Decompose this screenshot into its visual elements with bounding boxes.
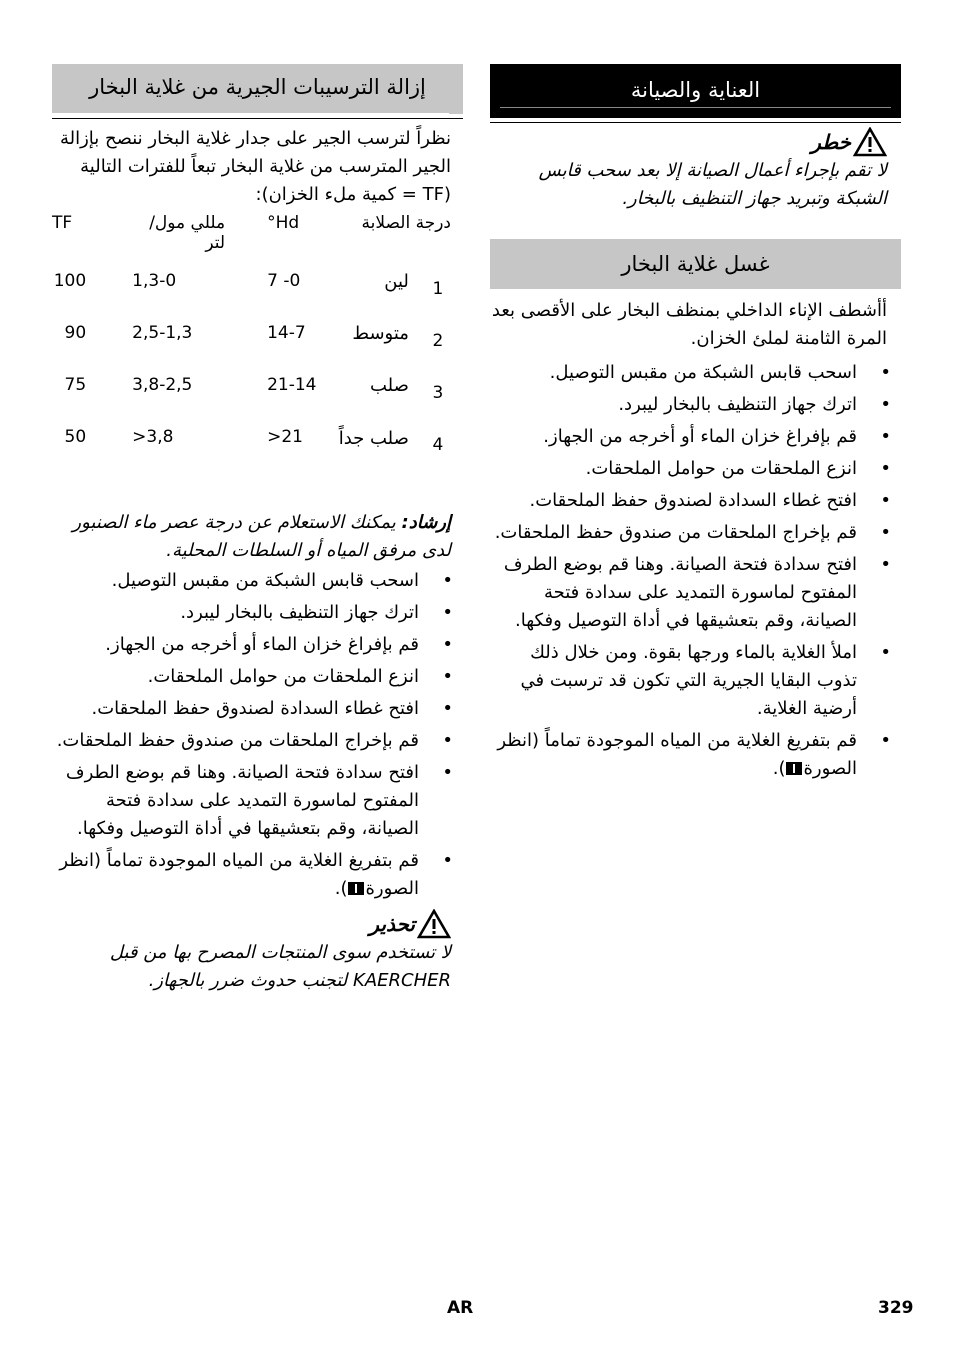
list-item: • قم بإخراج الملحقات من صندوق حفظ الملحقات. bbox=[52, 727, 463, 755]
list-item: • انزع الملحقات من حوامل الملحقات. bbox=[490, 455, 901, 483]
table-row bbox=[52, 427, 451, 503]
row-number: 2 bbox=[432, 331, 444, 351]
step-text-end: ). bbox=[772, 758, 786, 779]
header-rule bbox=[500, 107, 891, 108]
list-item: • قم بإفراغ خزان الماء أو أخرجه من الجهاز. bbox=[490, 423, 901, 451]
rinse-intro: أأشطف الإناء الداخلي بمنظف البخار على الأقصى بعد المرة الثامنة لملئ الخزان. bbox=[491, 300, 887, 349]
list-item: • انزع الملحقات من حوامل الملحقات. bbox=[52, 663, 463, 691]
danger-label: خطر bbox=[811, 130, 851, 154]
hardness-hd: 0- 7 bbox=[267, 271, 301, 291]
list-item bbox=[490, 727, 901, 783]
rinse-block bbox=[490, 289, 901, 783]
hardness-tf: 75 bbox=[64, 375, 87, 395]
table-row bbox=[52, 271, 451, 323]
list-item: • افتح غطاء السدادة لصندوق حفظ الملحقات. bbox=[490, 487, 901, 515]
hardness-tf: 50 bbox=[64, 427, 87, 447]
list-item: • اسحب قابس الشبكة من مقبس التوصيل. bbox=[490, 359, 901, 387]
tip-text: يمكنك الاستعلام عن درجة عصر ماء الصنبور لدى مرفق المياه أو السلطات المحلية. bbox=[72, 512, 451, 561]
tip-paragraph bbox=[52, 509, 451, 565]
hardness-hd: 21< bbox=[267, 427, 303, 447]
section-header-rinse: غسل غلاية البخار bbox=[490, 239, 901, 289]
hardness-mmol: 3,8< bbox=[132, 427, 174, 447]
danger-block bbox=[490, 123, 901, 213]
list-item: • افتح سدادة فتحة الصيانة. وهنا قم بوضع الطرف المفتوح لماسورة التمديد على سدادة فتحة الصيانة، وقم بتعشيقها في أداة التوصيل وفكها. bbox=[52, 759, 463, 843]
hardness-mmol: 1,3-0 bbox=[132, 271, 177, 291]
rinse-steps bbox=[490, 359, 901, 783]
list-item: • اترك جهاز التنظيف بالبخار ليبرد. bbox=[52, 599, 463, 627]
caution-heading bbox=[52, 909, 451, 939]
col-header-mmol: مللي مول/ لتر bbox=[149, 213, 226, 253]
left-column bbox=[52, 64, 463, 995]
descale-block bbox=[52, 119, 463, 995]
list-item: • افتح سدادة فتحة الصيانة. وهنا قم بوضع الطرف المفتوح لماسورة التمديد على سدادة فتحة الصيانة، وقم بتعشيقها في أداة التوصيل وفكها. bbox=[490, 551, 901, 635]
row-number: 3 bbox=[432, 383, 444, 403]
page-number: 329 bbox=[878, 1298, 914, 1318]
list-item: • قم بإفراغ خزان الماء أو أخرجه من الجهاز. bbox=[52, 631, 463, 659]
footer-language: AR bbox=[447, 1298, 474, 1318]
tip-label: إرشاد: bbox=[401, 512, 451, 533]
list-item bbox=[52, 847, 463, 903]
step-text: قم بتفريغ الغلاية من المياه الموجودة تماماً (انظر الصورة bbox=[59, 850, 419, 899]
caution-text: لا تستخدم سوى المنتجات المصرح بها من قبل KAERCHER لتجنب حدوث ضرر بالجهاز. bbox=[109, 942, 451, 991]
danger-heading bbox=[490, 127, 887, 157]
table-header-row bbox=[52, 213, 451, 271]
caution-label: تحذير bbox=[369, 912, 415, 936]
danger-text: لا تقم بإجراء أعمال الصيانة إلا بعد سحب قابس الشبكة وتبريد جهاز التنظيف بالبخار. bbox=[538, 160, 887, 209]
list-item: • اسحب قابس الشبكة من مقبس التوصيل. bbox=[52, 567, 463, 595]
col-header-hd: °Hd bbox=[267, 213, 300, 233]
descale-steps bbox=[52, 567, 463, 903]
hardness-mmol: 3,8-2,5 bbox=[132, 375, 193, 395]
hardness-hd: 21-14 bbox=[267, 375, 317, 395]
step-text: قم بتفريغ الغلاية من المياه الموجودة تماماً (انظر الصورة bbox=[497, 730, 857, 779]
right-column bbox=[490, 64, 901, 787]
table-row bbox=[52, 323, 451, 375]
list-item: • اترك جهاز التنظيف بالبخار ليبرد. bbox=[490, 391, 901, 419]
caution-block bbox=[52, 909, 451, 995]
hardness-tf: 100 bbox=[53, 271, 87, 291]
hardness-table bbox=[52, 213, 451, 503]
row-number: 1 bbox=[432, 279, 444, 299]
picture-reference-icon bbox=[348, 882, 364, 895]
table-row bbox=[52, 375, 451, 427]
section-title-care: العناية والصيانة bbox=[630, 78, 761, 102]
list-item: • قم بإخراج الملحقات من صندوق حفظ الملحقات. bbox=[490, 519, 901, 547]
section-title-descale: إزالة الترسيبات الجيرية من غلاية البخار bbox=[89, 75, 426, 99]
col-header-tf: TF bbox=[52, 213, 73, 233]
row-number: 4 bbox=[432, 435, 444, 455]
hardness-name: صلب جداً bbox=[338, 428, 409, 449]
hardness-mmol: 2,5-1,3 bbox=[132, 323, 193, 343]
section-header-care bbox=[490, 64, 901, 118]
col-header-hardness: درجة الصلابة bbox=[361, 213, 451, 233]
list-item: • افتح غطاء السدادة لصندوق حفظ الملحقات. bbox=[52, 695, 463, 723]
hardness-name: متوسط bbox=[352, 323, 409, 344]
warning-triangle-icon bbox=[417, 909, 451, 939]
hardness-hd: 14-7 bbox=[267, 323, 306, 343]
picture-reference-icon bbox=[786, 762, 802, 775]
hardness-tf: 90 bbox=[64, 323, 87, 343]
hardness-name: لين bbox=[384, 271, 409, 292]
warning-triangle-icon bbox=[853, 127, 887, 157]
section-header-descale bbox=[52, 64, 463, 114]
descale-intro: نظراً لترسب الجير على جدار غلاية البخار ننصح بإزالة الجير المترسب من غلاية البخار تبعاً للفترات التالية (TF = كمية ملء الخزان): bbox=[59, 128, 451, 205]
header-rule bbox=[52, 113, 449, 114]
step-text-end: ). bbox=[334, 878, 348, 899]
list-item: • املأ الغلاية بالماء ورجها بقوة. ومن خلال ذلك تذوب البقايا الجيرية التي تكون قد ترسبت في أرضية الغلاية. bbox=[490, 639, 901, 723]
hardness-name: صلب bbox=[369, 375, 409, 396]
